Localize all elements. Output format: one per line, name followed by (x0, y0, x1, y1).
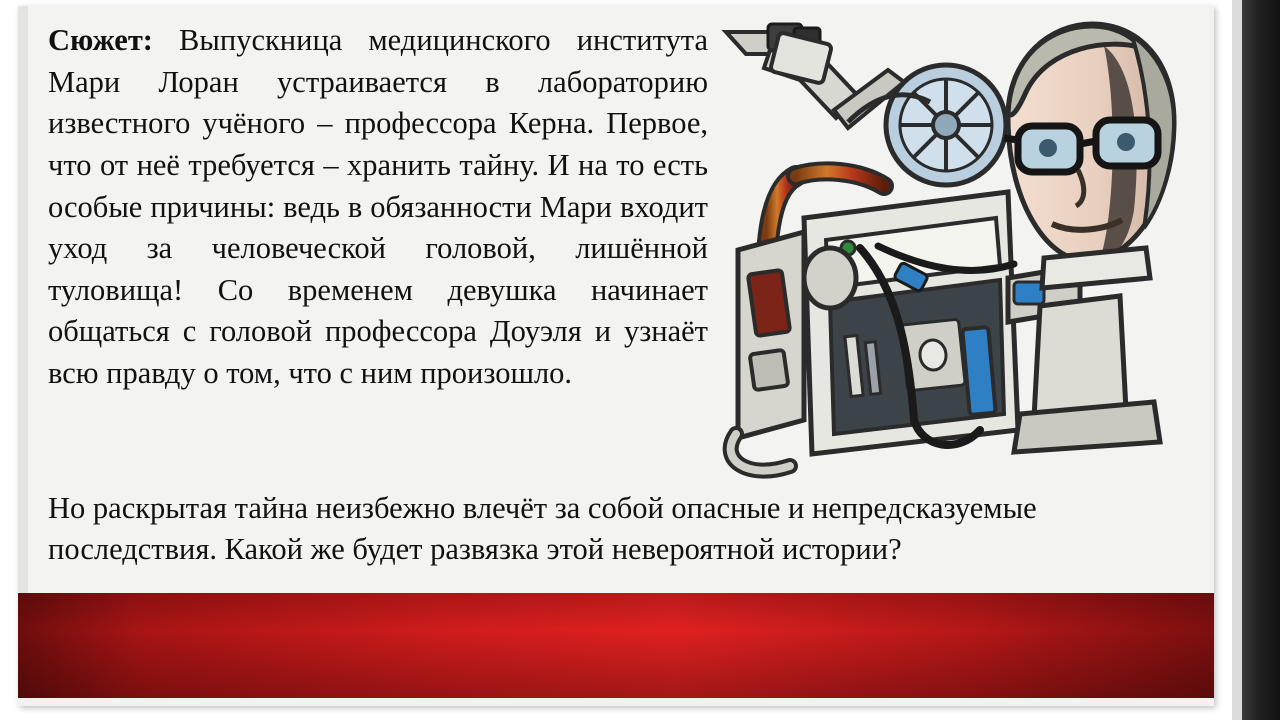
story-text-column (48, 20, 708, 395)
head-pedestal (1008, 266, 1160, 452)
bottom-red-banner-shade (18, 593, 1214, 698)
professor-head (1004, 24, 1174, 288)
slide-card (18, 6, 1214, 706)
left-module (731, 232, 804, 471)
story-paragraph-body: Выпускница медицинского института Мари Лоран устраивается в лабораторию известного учёного – профессора Керна. Первое, что от неё требуется – хранить тайну. И на то есть особые причины: ведь в обязанности Мари входит уход за человеческой головой, лишённой туловища! Со временем девушка начинает общаться с головой профессора Доуэля и узнаёт всю правду о том, что с ним произошло. (48, 23, 708, 390)
card-bottom-edge (18, 698, 1214, 706)
story-paragraph (48, 20, 708, 395)
story-paragraph-second: Но раскрытая тайна неизбежно влечёт за собой опасные и непредсказуемые последствия. Какой же будет развязка этой невероятной истории? (48, 491, 1037, 566)
professor-head-apparatus-illustration (708, 10, 1188, 480)
story-paragraph-lead: Сюжет: (48, 23, 153, 57)
right-light-edge (1232, 0, 1242, 720)
right-dark-strip (1242, 0, 1280, 720)
